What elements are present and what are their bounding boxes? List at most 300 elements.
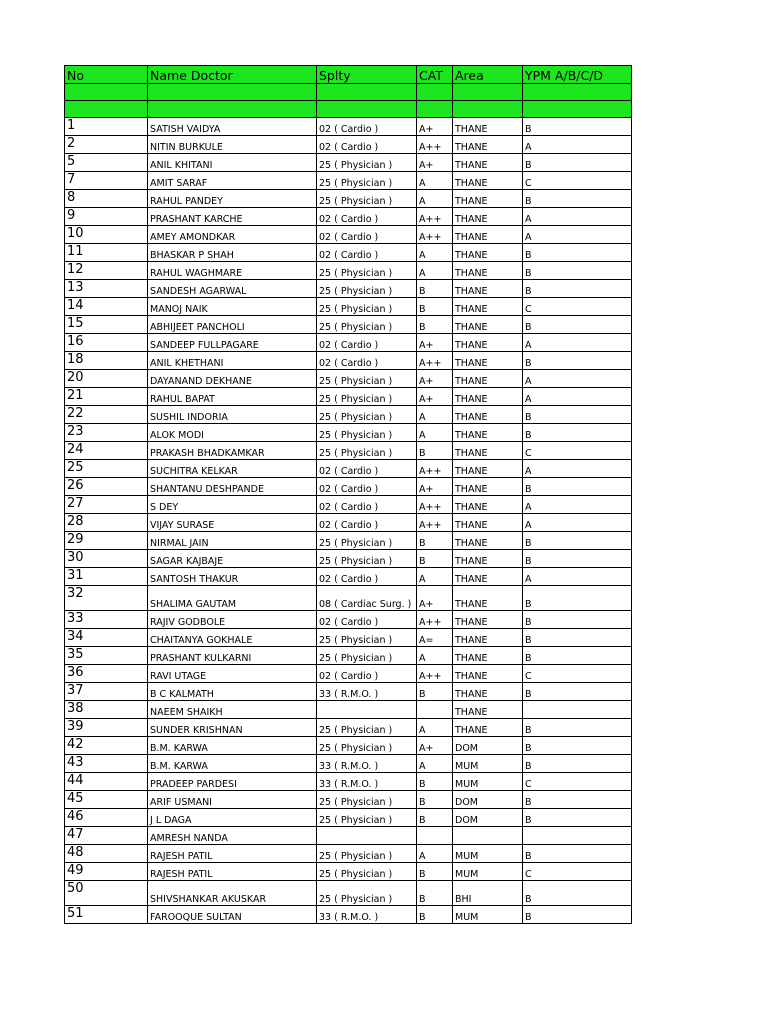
cell-cat[interactable]: A [417,172,453,190]
cell-name[interactable]: ANIL KHITANI [148,154,317,172]
blank-cell[interactable] [65,84,148,101]
cell-cat[interactable]: A+ [417,370,453,388]
cell-no[interactable]: 31 [65,568,148,586]
cell-cat[interactable]: B [417,773,453,791]
cell-name[interactable]: SHALIMA GAUTAM [148,586,317,611]
cell-ypm[interactable]: B [523,737,632,755]
cell-name[interactable]: RAJIV GODBOLE [148,611,317,629]
cell-no[interactable]: 10 [65,226,148,244]
cell-ypm[interactable]: A [523,388,632,406]
cell-no[interactable]: 5 [65,154,148,172]
blank-cell[interactable] [65,101,148,118]
cell-cat[interactable]: A+ [417,737,453,755]
cell-ypm[interactable]: B [523,809,632,827]
cell-splty[interactable]: 25 ( Physician ) [317,190,417,208]
table-row [65,208,632,226]
cell-cat[interactable]: A+ [417,478,453,496]
cell-splty[interactable]: 25 ( Physician ) [317,154,417,172]
cell-name[interactable]: PRASHANT KARCHE [148,208,317,226]
blank-cell[interactable] [317,101,417,118]
cell-splty[interactable]: 25 ( Physician ) [317,262,417,280]
cell-area[interactable]: THANE [453,316,523,334]
cell-area[interactable]: THANE [453,629,523,647]
cell-name[interactable]: B.M. KARWA [148,737,317,755]
cell-cat[interactable]: A [417,190,453,208]
cell-area[interactable]: DOM [453,791,523,809]
cell-area[interactable]: THANE [453,719,523,737]
cell-splty[interactable]: 25 ( Physician ) [317,280,417,298]
blank-cell[interactable] [148,84,317,101]
cell-no[interactable]: 33 [65,611,148,629]
cell-cat[interactable]: A++ [417,611,453,629]
cell-ypm[interactable]: C [523,298,632,316]
cell-ypm[interactable]: B [523,244,632,262]
cell-area[interactable]: BHI [453,881,523,906]
cell-splty[interactable]: 02 ( Cardio ) [317,334,417,352]
cell-no[interactable]: 25 [65,460,148,478]
cell-ypm[interactable]: B [523,280,632,298]
cell-name[interactable]: SANDEEP FULLPAGARE [148,334,317,352]
cell-area[interactable]: THANE [453,388,523,406]
cell-name[interactable]: NAEEM SHAIKH [148,701,317,719]
cell-ypm[interactable]: A [523,334,632,352]
cell-name[interactable]: SAGAR KAJBAJE [148,550,317,568]
cell-no[interactable]: 28 [65,514,148,532]
cell-ypm[interactable]: A [523,514,632,532]
table-row [65,809,632,827]
cell-splty[interactable]: 25 ( Physician ) [317,316,417,334]
cell-area[interactable]: DOM [453,737,523,755]
cell-ypm[interactable]: A [523,208,632,226]
cell-name[interactable]: PRAKASH BHADKAMKAR [148,442,317,460]
cell-ypm[interactable]: B [523,586,632,611]
cell-area[interactable]: THANE [453,118,523,136]
cell-name[interactable]: SUSHIL INDORIA [148,406,317,424]
cell-ypm[interactable]: B [523,683,632,701]
cell-ypm[interactable]: C [523,442,632,460]
cell-ypm[interactable]: A [523,568,632,586]
cell-splty[interactable]: 02 ( Cardio ) [317,611,417,629]
cell-cat[interactable]: A [417,568,453,586]
blank-cell[interactable] [453,101,523,118]
cell-splty[interactable]: 33 ( R.M.O. ) [317,906,417,924]
cell-cat[interactable]: A+ [417,118,453,136]
cell-ypm[interactable]: B [523,845,632,863]
header-blank-row [65,101,632,118]
table-row [65,478,632,496]
cell-no[interactable]: 32 [65,586,148,611]
cell-cat[interactable]: B [417,683,453,701]
cell-ypm[interactable]: A [523,136,632,154]
cell-name[interactable]: VIJAY SURASE [148,514,317,532]
cell-splty[interactable]: 25 ( Physician ) [317,881,417,906]
cell-no[interactable]: 47 [65,827,148,845]
cell-name[interactable]: B.M. KARWA [148,755,317,773]
cell-ypm[interactable]: A [523,496,632,514]
cell-splty[interactable]: 08 ( Cardiac Surg. ) [317,586,417,611]
cell-no[interactable]: 51 [65,906,148,924]
cell-no[interactable]: 44 [65,773,148,791]
cell-splty[interactable] [317,701,417,719]
cell-name[interactable]: ABHIJEET PANCHOLI [148,316,317,334]
cell-area[interactable]: THANE [453,665,523,683]
cell-name[interactable]: NIRMAL JAIN [148,532,317,550]
table-row [65,262,632,280]
cell-no[interactable]: 20 [65,370,148,388]
cell-ypm[interactable]: B [523,118,632,136]
cell-name[interactable]: PRADEEP PARDESI [148,773,317,791]
cell-name[interactable]: J L DAGA [148,809,317,827]
cell-area[interactable]: THANE [453,514,523,532]
cell-no[interactable]: 50 [65,881,148,906]
cell-ypm[interactable]: A [523,226,632,244]
cell-name[interactable]: PRASHANT KULKARNI [148,647,317,665]
cell-area[interactable]: THANE [453,701,523,719]
cell-no[interactable]: 13 [65,280,148,298]
cell-name[interactable]: SATISH VAIDYA [148,118,317,136]
cell-ypm[interactable]: C [523,665,632,683]
cell-cat[interactable]: A++ [417,226,453,244]
table-row [65,611,632,629]
cell-no[interactable]: 22 [65,406,148,424]
cell-name[interactable]: ANIL KHETHANI [148,352,317,370]
table-row [65,460,632,478]
cell-area[interactable]: THANE [453,208,523,226]
cell-splty[interactable]: 02 ( Cardio ) [317,460,417,478]
cell-cat[interactable]: B [417,809,453,827]
cell-cat[interactable]: B [417,316,453,334]
cell-no[interactable]: 11 [65,244,148,262]
cell-name[interactable]: RAJESH PATIL [148,863,317,881]
cell-splty[interactable]: 25 ( Physician ) [317,172,417,190]
cell-cat[interactable]: A [417,424,453,442]
cell-ypm[interactable] [523,827,632,845]
cell-area[interactable]: DOM [453,809,523,827]
cell-cat[interactable]: B [417,906,453,924]
cell-no[interactable]: 23 [65,424,148,442]
cell-area[interactable]: THANE [453,478,523,496]
cell-ypm[interactable]: C [523,773,632,791]
cell-splty[interactable]: 25 ( Physician ) [317,809,417,827]
cell-area[interactable]: MUM [453,845,523,863]
cell-area[interactable]: THANE [453,262,523,280]
cell-cat[interactable]: A [417,755,453,773]
blank-cell[interactable] [148,101,317,118]
cell-area[interactable]: THANE [453,460,523,478]
cell-no[interactable]: 30 [65,550,148,568]
cell-splty[interactable]: 25 ( Physician ) [317,550,417,568]
cell-splty[interactable]: 25 ( Physician ) [317,388,417,406]
cell-cat[interactable] [417,701,453,719]
cell-name[interactable]: MANOJ NAIK [148,298,317,316]
cell-cat[interactable]: A++ [417,665,453,683]
cell-no[interactable]: 1 [65,118,148,136]
cell-no[interactable]: 36 [65,665,148,683]
blank-cell[interactable] [523,84,632,101]
cell-area[interactable]: THANE [453,611,523,629]
cell-no[interactable]: 42 [65,737,148,755]
cell-cat[interactable]: A++ [417,514,453,532]
cell-cat[interactable]: A++ [417,496,453,514]
cell-splty[interactable]: 25 ( Physician ) [317,845,417,863]
cell-no[interactable]: 45 [65,791,148,809]
cell-no[interactable]: 49 [65,863,148,881]
cell-splty[interactable]: 25 ( Physician ) [317,629,417,647]
cell-ypm[interactable]: B [523,154,632,172]
cell-name[interactable]: S DEY [148,496,317,514]
cell-cat[interactable]: A+ [417,586,453,611]
cell-ypm[interactable]: B [523,791,632,809]
cell-splty[interactable]: 02 ( Cardio ) [317,208,417,226]
cell-splty[interactable]: 02 ( Cardio ) [317,118,417,136]
cell-area[interactable]: THANE [453,370,523,388]
cell-area[interactable]: THANE [453,136,523,154]
cell-area[interactable]: THANE [453,406,523,424]
cell-name[interactable]: ARIF USMANI [148,791,317,809]
cell-name[interactable]: SUCHITRA KELKAR [148,460,317,478]
cell-ypm[interactable] [523,701,632,719]
cell-splty[interactable]: 02 ( Cardio ) [317,665,417,683]
table-row [65,514,632,532]
cell-no[interactable]: 46 [65,809,148,827]
cell-ypm[interactable]: B [523,190,632,208]
cell-ypm[interactable]: A [523,460,632,478]
cell-area[interactable]: THANE [453,532,523,550]
cell-cat[interactable]: A= [417,629,453,647]
cell-area[interactable]: THANE [453,442,523,460]
cell-no[interactable]: 16 [65,334,148,352]
cell-splty[interactable]: 25 ( Physician ) [317,737,417,755]
cell-cat[interactable]: A [417,406,453,424]
blank-cell[interactable] [417,101,453,118]
header-name-doctor[interactable]: Name Doctor [148,66,317,84]
cell-cat[interactable]: A [417,244,453,262]
blank-cell[interactable] [523,101,632,118]
cell-cat[interactable]: A++ [417,136,453,154]
cell-cat[interactable]: A [417,845,453,863]
cell-area[interactable]: THANE [453,568,523,586]
cell-ypm[interactable]: A [523,370,632,388]
cell-ypm[interactable]: B [523,719,632,737]
cell-ypm[interactable]: B [523,352,632,370]
cell-area[interactable]: THANE [453,334,523,352]
cell-splty[interactable]: 33 ( R.M.O. ) [317,773,417,791]
cell-splty[interactable]: 02 ( Cardio ) [317,496,417,514]
cell-no[interactable]: 18 [65,352,148,370]
cell-area[interactable]: THANE [453,298,523,316]
cell-splty[interactable]: 02 ( Cardio ) [317,352,417,370]
cell-splty[interactable]: 02 ( Cardio ) [317,244,417,262]
cell-area[interactable]: THANE [453,244,523,262]
cell-name[interactable]: RAVI UTAGE [148,665,317,683]
blank-cell[interactable] [453,84,523,101]
cell-splty[interactable]: 02 ( Cardio ) [317,514,417,532]
cell-name[interactable]: RAHUL PANDEY [148,190,317,208]
cell-no[interactable]: 39 [65,719,148,737]
table-row [65,334,632,352]
cell-cat[interactable]: A [417,262,453,280]
cell-no[interactable]: 24 [65,442,148,460]
cell-area[interactable]: THANE [453,280,523,298]
cell-no[interactable]: 29 [65,532,148,550]
cell-name[interactable]: SANTOSH THAKUR [148,568,317,586]
cell-cat[interactable]: B [417,532,453,550]
cell-no[interactable]: 26 [65,478,148,496]
cell-splty[interactable]: 25 ( Physician ) [317,406,417,424]
cell-cat[interactable]: B [417,298,453,316]
cell-cat[interactable]: B [417,863,453,881]
cell-area[interactable]: THANE [453,683,523,701]
cell-cat[interactable]: A+ [417,334,453,352]
cell-area[interactable] [453,827,523,845]
cell-splty[interactable]: 25 ( Physician ) [317,719,417,737]
cell-no[interactable]: 8 [65,190,148,208]
cell-cat[interactable]: A++ [417,208,453,226]
cell-splty[interactable]: 25 ( Physician ) [317,370,417,388]
cell-cat[interactable]: A++ [417,460,453,478]
header-ypm[interactable]: YPM A/B/C/D [523,66,632,84]
cell-ypm[interactable]: B [523,316,632,334]
cell-splty[interactable]: 02 ( Cardio ) [317,478,417,496]
table-row [65,906,632,924]
cell-name[interactable]: AMIT SARAF [148,172,317,190]
cell-no[interactable]: 48 [65,845,148,863]
cell-splty[interactable]: 25 ( Physician ) [317,532,417,550]
cell-splty[interactable]: 25 ( Physician ) [317,791,417,809]
cell-name[interactable]: FAROOQUE SULTAN [148,906,317,924]
cell-cat[interactable]: B [417,280,453,298]
cell-name[interactable]: SUNDER KRISHNAN [148,719,317,737]
cell-area[interactable]: MUM [453,863,523,881]
cell-cat[interactable]: A+ [417,388,453,406]
cell-name[interactable]: RAHUL BAPAT [148,388,317,406]
cell-area[interactable]: THANE [453,352,523,370]
cell-no[interactable]: 7 [65,172,148,190]
cell-splty[interactable]: 02 ( Cardio ) [317,136,417,154]
cell-splty[interactable] [317,827,417,845]
cell-splty[interactable]: 25 ( Physician ) [317,298,417,316]
cell-ypm[interactable]: B [523,262,632,280]
cell-name[interactable]: B C KALMATH [148,683,317,701]
cell-cat[interactable]: A [417,719,453,737]
cell-area[interactable]: MUM [453,755,523,773]
cell-cat[interactable]: B [417,442,453,460]
cell-cat[interactable]: A++ [417,352,453,370]
cell-no[interactable]: 12 [65,262,148,280]
cell-ypm[interactable]: B [523,532,632,550]
cell-area[interactable]: THANE [453,190,523,208]
cell-no[interactable]: 38 [65,701,148,719]
cell-no[interactable]: 14 [65,298,148,316]
cell-splty[interactable]: 25 ( Physician ) [317,863,417,881]
cell-no[interactable]: 2 [65,136,148,154]
header-cat[interactable]: CAT [417,66,453,84]
cell-cat[interactable]: A+ [417,154,453,172]
cell-no[interactable]: 37 [65,683,148,701]
cell-name[interactable]: NITIN BURKULE [148,136,317,154]
cell-cat[interactable]: B [417,881,453,906]
cell-ypm[interactable]: B [523,629,632,647]
cell-ypm[interactable]: C [523,863,632,881]
cell-name[interactable]: AMRESH NANDA [148,827,317,845]
blank-cell[interactable] [317,84,417,101]
cell-ypm[interactable]: B [523,611,632,629]
cell-area[interactable]: THANE [453,586,523,611]
cell-splty[interactable]: 02 ( Cardio ) [317,568,417,586]
cell-no[interactable]: 34 [65,629,148,647]
cell-splty[interactable]: 02 ( Cardio ) [317,226,417,244]
cell-ypm[interactable]: B [523,881,632,906]
cell-splty[interactable]: 25 ( Physician ) [317,424,417,442]
table-row [65,629,632,647]
table-row [65,190,632,208]
cell-ypm[interactable]: B [523,406,632,424]
table-row [65,665,632,683]
cell-splty[interactable]: 33 ( R.M.O. ) [317,683,417,701]
cell-name[interactable]: RAJESH PATIL [148,845,317,863]
cell-name[interactable]: SHANTANU DESHPANDE [148,478,317,496]
cell-cat[interactable]: B [417,550,453,568]
cell-splty[interactable]: 33 ( R.M.O. ) [317,755,417,773]
cell-ypm[interactable]: B [523,478,632,496]
cell-area[interactable]: THANE [453,154,523,172]
cell-area[interactable]: MUM [453,906,523,924]
cell-name[interactable]: ALOK MODI [148,424,317,442]
cell-name[interactable]: SHIVSHANKAR AKUSKAR [148,881,317,906]
cell-name[interactable]: SANDESH AGARWAL [148,280,317,298]
cell-name[interactable]: AMEY AMONDKAR [148,226,317,244]
table-row [65,845,632,863]
header-area[interactable]: Area [453,66,523,84]
cell-splty[interactable]: 25 ( Physician ) [317,647,417,665]
cell-cat[interactable]: A [417,647,453,665]
cell-no[interactable]: 9 [65,208,148,226]
cell-area[interactable]: THANE [453,496,523,514]
cell-area[interactable]: THANE [453,647,523,665]
cell-name[interactable]: DAYANAND DEKHANE [148,370,317,388]
cell-ypm[interactable]: B [523,550,632,568]
table-row [65,226,632,244]
cell-no[interactable]: 27 [65,496,148,514]
cell-area[interactable]: MUM [453,773,523,791]
cell-name[interactable]: CHAITANYA GOKHALE [148,629,317,647]
cell-no[interactable]: 15 [65,316,148,334]
cell-cat[interactable]: B [417,791,453,809]
cell-cat[interactable] [417,827,453,845]
table-row [65,172,632,190]
blank-cell[interactable] [417,84,453,101]
cell-ypm[interactable]: B [523,647,632,665]
header-splty[interactable]: Splty [317,66,417,84]
cell-area[interactable]: THANE [453,172,523,190]
table-row [65,370,632,388]
cell-area[interactable]: THANE [453,424,523,442]
cell-name[interactable]: BHASKAR P SHAH [148,244,317,262]
cell-splty[interactable]: 25 ( Physician ) [317,442,417,460]
cell-no[interactable]: 35 [65,647,148,665]
cell-ypm[interactable]: B [523,424,632,442]
cell-ypm[interactable]: B [523,755,632,773]
cell-no[interactable]: 21 [65,388,148,406]
cell-ypm[interactable]: C [523,172,632,190]
table-row [65,755,632,773]
cell-no[interactable]: 43 [65,755,148,773]
cell-area[interactable]: THANE [453,550,523,568]
cell-ypm[interactable]: B [523,906,632,924]
cell-name[interactable]: RAHUL WAGHMARE [148,262,317,280]
cell-area[interactable]: THANE [453,226,523,244]
header-no[interactable]: No [65,66,148,84]
